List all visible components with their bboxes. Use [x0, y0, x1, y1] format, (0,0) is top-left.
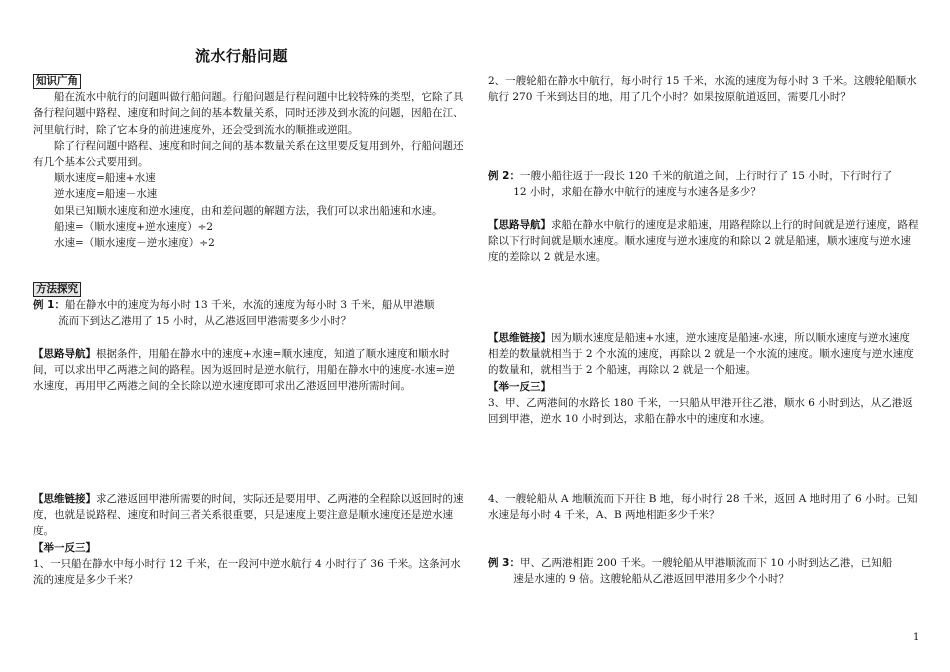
link-1-label: 【思维链接】: [33, 493, 96, 505]
link-2-text: 因为顺水速度是船速+水速，逆水速度是船速-水速，所以顺水速度与逆水速度相差的数量就相当于 2 个水流的速度，再除以 2 就是一个水流的速度。顺水速度与逆水速度的数量和，就相当于 2 个船速，再除以 2 就是一个船速。: [488, 332, 914, 377]
guide-1: [33, 346, 465, 395]
knowledge-section: [33, 73, 465, 251]
example-2-line-2: 12 小时，求船在静水中航行的速度与水速各是多少？: [513, 186, 761, 199]
guide-1-text: 根据条件，用船在静水中的速度+水速=顺水速度，知道了顺水速度和顺水时间，可以求出甲乙两港之间的路程。因为返回时是逆水航行，用船在静水中的速度-水速=逆水速度，再用甲乙两港之间的全长除以逆水速度即可求出乙港返回甲港所需时间。: [33, 348, 455, 393]
example-2-line-1: 一艘小船往返于一段长 120 千米的航道之间，上行时行了 15 小时，下行时行了: [519, 170, 893, 182]
example-3-line-2: 速是水速的 9 倍。这艘轮船从乙港返回甲港用多少个小时？: [513, 573, 790, 586]
knowledge-paragraph-2: 除了行程问题中路程、速度和时间之间的基本数量关系在这里要反复用到外，行船问题还有几个基本公式要用到。: [33, 139, 464, 169]
example-2-label: 例 2：: [488, 170, 520, 182]
link-2-label: 【思维链接】: [488, 332, 551, 344]
guide-2-text: 求船在静水中航行的速度是求船速，用路程除以上行的时间就是逆行速度，路程除以下行时间就是顺水速度。顺水速度与逆水速度的和除以 2 就是船速，顺水速度与逆水速度的差除以 2 就是水速。: [488, 219, 919, 264]
guide-2: [488, 217, 920, 266]
example-1-label: 例 1：: [33, 299, 65, 312]
page-number: 1: [913, 632, 920, 643]
question-4: [488, 491, 920, 523]
knowledge-paragraph-3: 如果已知顺水速度和逆水速度，由和差问题的解题方法，我们可以求出船速和水速。: [54, 204, 443, 217]
knowledge-paragraph-1: 船在流水中航行的问题叫做行船问题。行船问题是行程问题中比较特殊的类型，它除了具备行程问题中路程、速度和时间之间的基本数量关系，同时还涉及到水流的问题，因船在江、河里航行时，除了它本身的前进速度外，还会受到流水的顺推或逆阻。: [33, 91, 464, 136]
question-1: 1、一只船在静水中每小时行 12 千米，在一段河中逆水航行 4 小时行了 36 千米。这条河水流的速度是多少千米？: [33, 557, 461, 587]
example-1-line-2: 流而下到达乙港用了 15 小时，从乙港返回甲港需要多少小时？: [58, 315, 352, 328]
link-1-text: 求乙港返回甲港所需要的时间，实际还是要用甲、乙两港的全程除以返回时的速度，也就是说路程、速度和时间三者关系很重要，只是速度上要注意是顺水速度还是逆水速度。: [33, 493, 464, 538]
guide-2-label: 【思路导航】: [488, 219, 551, 231]
page-title: 流水行船问题: [195, 47, 289, 65]
knowledge-label: 知识广角: [33, 74, 81, 89]
example-1: [33, 297, 465, 313]
formula-boat-speed: 船速=（顺水速度+逆水速度）÷2: [54, 220, 214, 233]
method-section: [33, 281, 465, 330]
practice-1-label: 【举一反三】: [33, 541, 96, 554]
link-1: [33, 491, 465, 588]
left-column: [33, 73, 465, 251]
guide-1-label: 【思路导航】: [33, 348, 96, 360]
method-label: 方法探究: [33, 282, 81, 297]
formula-downstream: 顺水速度=船速+水速: [54, 172, 156, 185]
example-2: [488, 168, 920, 200]
formula-water-speed: 水速=（顺水速度－逆水速度）÷2: [54, 237, 215, 250]
practice-2-label: 【举一反三】: [488, 380, 551, 393]
question-3: 3、甲、乙两港间的水路长 180 千米，一只船从甲港开往乙港，顺水 6 小时到达，从乙港返回到甲港，逆水 10 小时到达，求船在静水中的速度和水速。: [488, 396, 913, 426]
question-2: [488, 73, 920, 105]
example-3-label: 例 3：: [488, 557, 520, 569]
question-4-text: 4、一艘轮船从 A 地顺流而下开往 B 地，每小时行 28 千米，返回 A 地时用了 6 小时。已知水速是每小时 4 千米，A、B 两地相距多少千米？: [488, 493, 918, 522]
question-2-text: 2、一艘轮船在静水中航行，每小时行 15 千米，水流的速度为每小时 3 千米。这艘轮船顺水航行 270 千米到达目的地，用了几个小时？如果按原航道返回，需要几小时？: [488, 75, 917, 104]
formula-upstream: 逆水速度=船速－水速: [54, 188, 158, 201]
example-3: [488, 555, 920, 587]
example-1-line-1: 船在静水中的速度为每小时 13 千米，水流的速度为每小时 3 千米，船从甲港顺: [64, 299, 435, 312]
example-3-line-1: 甲、乙两港相距 200 千米。一艘轮船从甲港顺流而下 10 小时到达乙港，已知船: [519, 557, 893, 569]
link-2: [488, 330, 920, 427]
